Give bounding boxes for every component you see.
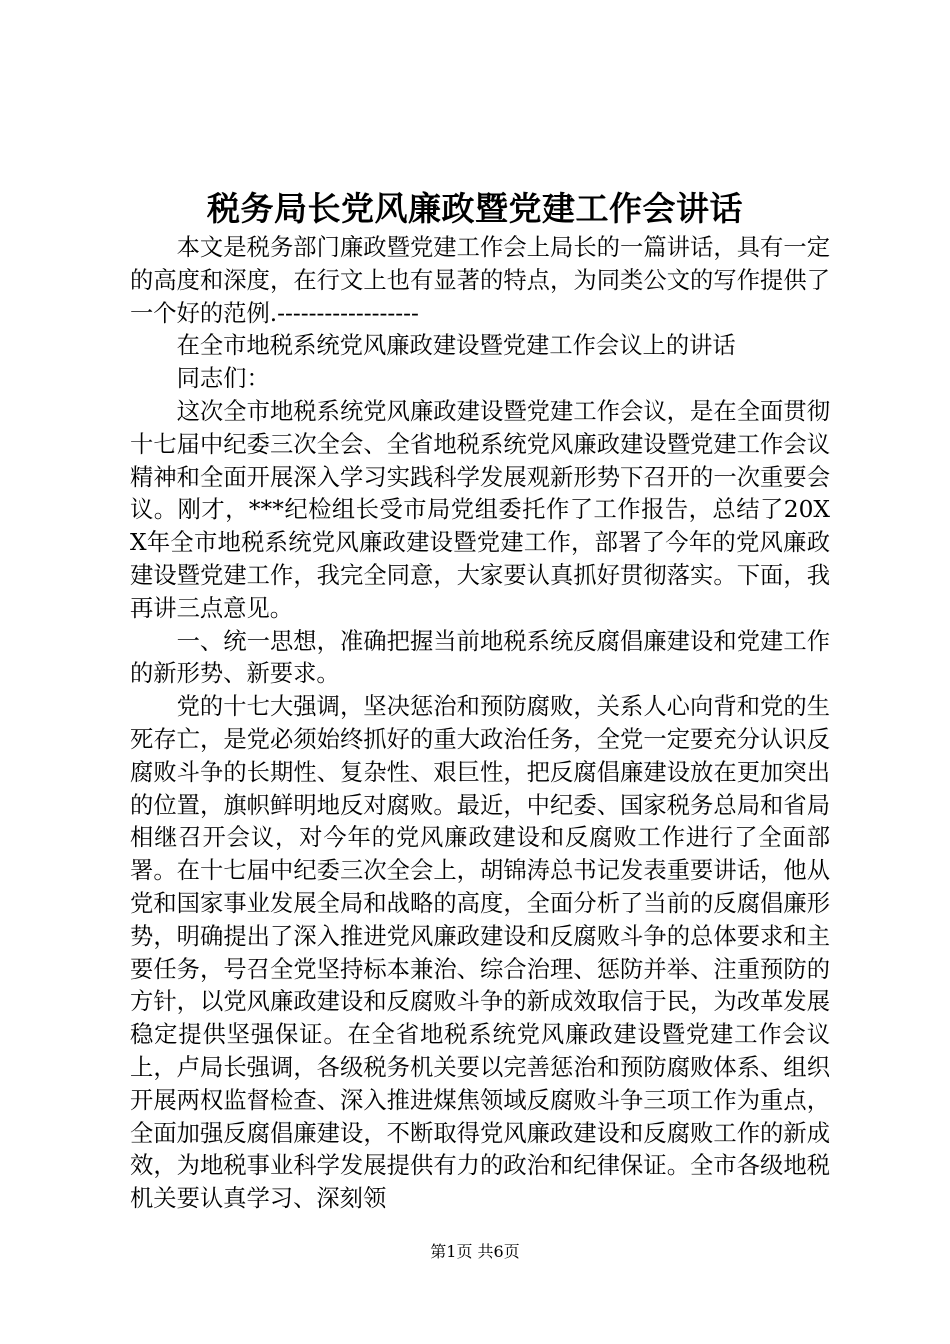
paragraph-intro: 本文是税务部门廉政暨党建工作会上局长的一篇讲话，具有一定的高度和深度，在行文上也有显著的特点，为同类公文的写作提供了一个好的范例.------------------ <box>130 234 830 327</box>
paragraph-salutation: 同志们： <box>176 365 270 393</box>
paragraph-opening: 这次全市地税系统党风廉政建设暨党建工作会议，是在全面贯彻十七届中纪委三次全会、全省地税系统党风廉政建设暨党建工作会议精神和全面开展深入学习实践科学发展观新形势下召开的一次重要会议。刚才，***纪检组长受市局党组委托作了工作报告，总结了20XX年全市地税系统党风廉政建设暨党建工作，部署了今年的党风廉政建设暨党建工作，我完全同意，大家要认真抓好贯彻落实。下面，我再讲三点意见。 <box>130 397 830 622</box>
paragraph-section-heading: 一、统一思想，准确把握当前地税系统反腐倡廉建设和党建工作的新形势、新要求。 <box>130 627 830 688</box>
paragraph-speech-title: 在全市地税系统党风廉政建设暨党建工作会议上的讲话 <box>176 332 736 360</box>
document-body <box>130 232 830 1216</box>
document-title: 税务局长党风廉政暨党建工作会讲话 <box>207 189 743 228</box>
paragraph-body: 党的十七大强调，坚决惩治和预防腐败，关系人心向背和党的生死存亡，是党必须始终抓好的重大政治任务，全党一定要充分认识反腐败斗争的长期性、复杂性、艰巨性，把反腐倡廉建设放在更加突出的位置，旗帜鲜明地反对腐败。最近，中纪委、国家税务总局和省局相继召开会议，对今年的党风廉政建设和反腐败工作进行了全面部署。在十七届中纪委三次全会上，胡锦涛总书记发表重要讲话，他从党和国家事业发展全局和战略的高度，全面分析了当前的反腐倡廉形势，明确提出了深入推进党风廉政建设和反腐败斗争的总体要求和主要任务，号召全党坚持标本兼治、综合治理、惩防并举、注重预防的方针，以党风廉政建设和反腐败斗争的新成效取信于民，为改革发展稳定提供坚强保证。在全省地税系统党风廉政建设暨党建工作会议上，卢局长强调，各级税务机关要以完善惩治和预防腐败体系、组织开展两权监督检查、深入推进煤焦领域反腐败斗争三项工作为重点，全面加强反腐倡廉建设，不断取得党风廉政建设和反腐败工作的新成效，为地税事业科学发展提供有力的政治和纪律保证。全市各级地税机关要认真学习、深刻领 <box>130 693 830 1213</box>
page-number-footer: 第1页 共6页 <box>430 1242 520 1261</box>
